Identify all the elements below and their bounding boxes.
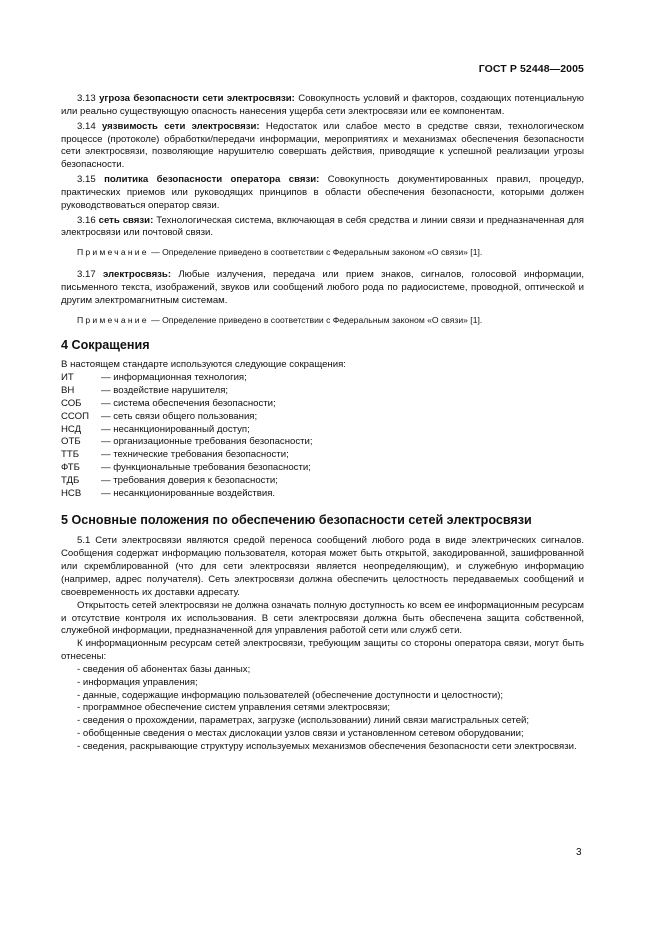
list-item: - информация управления; bbox=[77, 676, 198, 688]
definition-3-14: 3.14 уязвимость сети электросвязи: Недостаток или слабое место в средстве связи, технологическом процессе (протоколе) обработки/передачи информации, мероприятиях и механизмах обеспечения безопасности сети электросвязи, позволяющие нарушителю совершать действия, приводящие к успешной реализации угрозы безопасности. bbox=[61, 120, 585, 171]
section-4-title: 4 Сокращения bbox=[61, 337, 150, 352]
abbr-code: ОТБ bbox=[61, 436, 81, 448]
abbreviation-row bbox=[61, 372, 584, 385]
abbr-code: СОБ bbox=[61, 397, 82, 409]
abbr-code: НСД bbox=[61, 423, 82, 435]
abbreviation-row bbox=[61, 475, 584, 488]
paragraph-resources: К информационным ресурсам сетей электросвязи, требующим защиты со стороны оператора связи, могут быть отнесены: bbox=[61, 638, 584, 663]
page-content bbox=[61, 93, 584, 754]
abbr-meaning: — функциональные требования безопасности; bbox=[101, 462, 311, 474]
abbr-code: ИТ bbox=[61, 372, 74, 384]
abbr-code: ТТБ bbox=[61, 449, 80, 461]
definition-3-15: 3.15 политика безопасности оператора связи: Совокупность документированных правил, процедур, практических приемов или руководящих принципов в области обеспечения безопасности, которыми должен руководствоваться оператор связи. bbox=[61, 174, 584, 211]
definitions-block bbox=[61, 93, 584, 240]
definition-3-16: 3.16 сеть связи: Технологическая система, включающая в себя средства и линии связи и предназначенная для электросвязи или почтовой связи. bbox=[61, 214, 584, 239]
note-2: Примечание — Определение приведено в соответствии с Федеральным законом «О связи» [1]. bbox=[77, 314, 483, 325]
definition-3-17: 3.17 электросвязь: Любые излучения, передача или прием знаков, сигналов, голосовой информации, письменного текста, изображений, звуков или сообщений любого рода по радиосистеме, проводной, оптической и другим электромагнитным системам. bbox=[61, 269, 584, 306]
definition-3-13: 3.13 угроза безопасности сети электросвязи: Совокупность условий и факторов, создающих потенциальную или реально существующую опасность нанесения ущерба сети электросвязи или ее компонентам. bbox=[61, 93, 584, 117]
abbr-code: ТДБ bbox=[61, 474, 80, 486]
abbreviations-intro: В настоящем стандарте используются следующие сокращения: bbox=[61, 359, 346, 371]
resources-list bbox=[61, 664, 584, 754]
list-item: - сведения об абонентах базы данных; bbox=[77, 663, 251, 675]
definition-term: угроза безопасности сети электросвязи: bbox=[99, 93, 295, 104]
paragraph-5-1: 5.1 Сети электросвязи являются средой переноса сообщений любого рода в виде электрических сигналов. Сообщения содержат информацию пользователя, которая может быть открытой, закодированной, зашифрованной или скремблированной (что для сети электросвязи является неопределяющим), и служебную информацию (например, адрес получателя). Сеть электросвязи должна обеспечить целостность передаваемых сообщений и своевременность их доставки адресату. bbox=[61, 535, 584, 598]
abbreviation-row bbox=[61, 398, 584, 411]
list-item: - программное обеспечение систем управления сетями электросвязи; bbox=[77, 702, 391, 714]
abbr-meaning: — технические требования безопасности; bbox=[101, 449, 289, 461]
abbr-code: ССОП bbox=[61, 410, 90, 422]
standard-header: ГОСТ Р 52448—2005 bbox=[478, 63, 584, 75]
paragraph-openness: Открытость сетей электросвязи не должна означать полную доступность ко всем ее информационным ресурсам и отсутствие контроля их использования. В сети электросвязи должна быть обеспечена защита собственной, служебной информации, предназначенной для управления работой сети или служб сети. bbox=[61, 599, 584, 637]
page-number: 3 bbox=[576, 847, 582, 858]
abbreviation-row bbox=[61, 462, 584, 475]
list-item: - обобщенные сведения о местах дислокации узлов связи и установленном сетевом оборудовании; bbox=[77, 728, 524, 740]
note-1: Примечание — Определение приведено в соответствии с Федеральным законом «О связи» [1]. bbox=[77, 247, 483, 258]
abbreviation-row bbox=[61, 449, 584, 462]
definition-term: политика безопасности оператора связи: bbox=[104, 174, 320, 186]
abbreviation-row bbox=[61, 411, 584, 424]
list-item: - сведения, раскрывающие структуру используемых механизмов обеспечения безопасности сети электросвязи. bbox=[77, 740, 577, 752]
abbr-meaning: — требования доверия к безопасности; bbox=[101, 474, 278, 486]
list-item: - данные, содержащие информацию пользователей (обеспечение доступности и целостности); bbox=[77, 689, 504, 701]
abbreviation-row bbox=[61, 436, 584, 449]
definition-term: уязвимость сети электросвязи: bbox=[101, 120, 260, 132]
abbr-meaning: — организационные требования безопасности; bbox=[101, 436, 313, 448]
abbr-code: ВН bbox=[61, 385, 75, 397]
abbreviation-row bbox=[61, 488, 584, 501]
abbreviations-list bbox=[61, 372, 584, 500]
definition-term: сеть связи: bbox=[98, 214, 154, 226]
abbr-meaning: — информационная технология; bbox=[101, 372, 247, 384]
list-item: - сведения о прохождении, параметрах, загрузке (использовании) линий связи магистральных сетей; bbox=[77, 715, 530, 727]
abbr-code: ФТБ bbox=[61, 462, 80, 474]
abbreviation-row bbox=[61, 424, 584, 437]
abbr-meaning: — система обеспечения безопасности; bbox=[101, 397, 276, 409]
abbr-meaning: — воздействие нарушителя; bbox=[101, 385, 229, 397]
definition-term: электросвязь: bbox=[103, 269, 172, 281]
abbreviation-row bbox=[61, 385, 584, 398]
abbr-code: НСВ bbox=[61, 487, 82, 499]
note-label: Примечание bbox=[77, 314, 149, 325]
abbr-meaning: — несанкционированные воздействия. bbox=[101, 487, 276, 499]
abbr-meaning: — несанкционированный доступ; bbox=[101, 423, 250, 435]
section-5-title: 5 Основные положения по обеспечению безопасности сетей электросвязи bbox=[61, 512, 532, 527]
note-label: Примечание bbox=[77, 247, 149, 258]
abbr-meaning: — сеть связи общего пользования; bbox=[101, 410, 258, 422]
